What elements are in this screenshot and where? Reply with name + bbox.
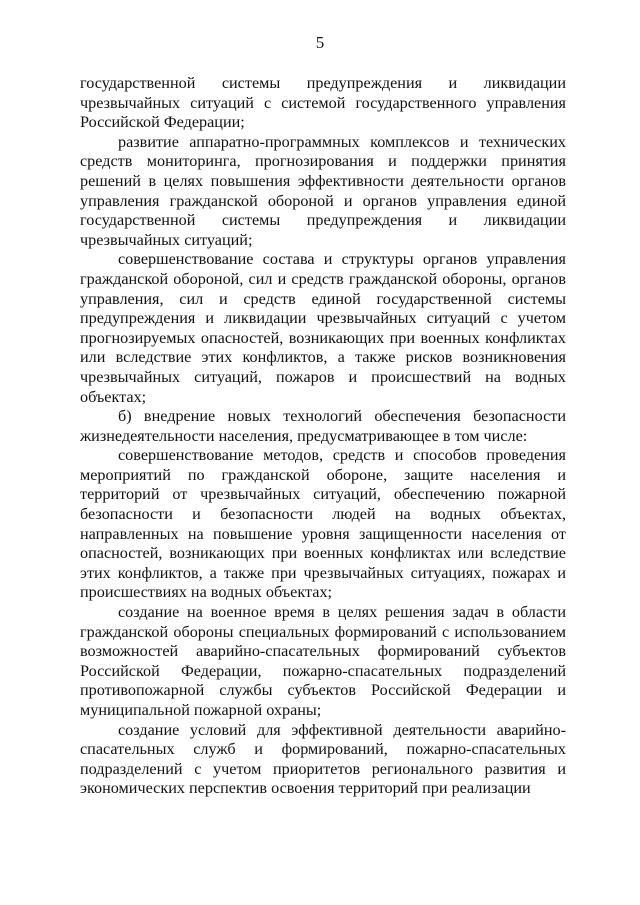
paragraph-special-formations: создание на военное время в целях решения задач в области гражданской обороны специальных формирований с использованием возможностей аварийно-спасательных формирований субъектов Российской Федерации, пожарно-спасательных подразделений противопожарной службы субъектов Российской Федерации и муниципальной пожарной охраны; (80, 603, 566, 719)
page-number: 5 (315, 33, 325, 52)
paragraph-methods-improvement: совершенствование методов, средств и способов проведения мероприятий по гражданской обороне, защите населения и территорий от чрезвычайных ситуаций, обеспечению пожарной безопасности и безопасности людей на водных объектах, направленных на повышение уровня защищенности населения от опасностей, возникающих при военных конфликтах или вследствие этих конфликтов, а также при чрезвычайных ситуациях, пожарах и происшествиях на водных объектах; (80, 446, 566, 602)
paragraph-continuation: государственной системы предупреждения и ликвидации чрезвычайных ситуаций с системой государственного управления Российской Федерации; (80, 74, 566, 132)
body-text (80, 74, 566, 799)
paragraph-rescue-conditions: создание условий для эффективной деятельности аварийно-спасательных служб и формирований, пожарно-спасательных подразделений с учетом приоритетов регионального развития и экономических перспектив освоения территорий при реализации (80, 720, 566, 798)
paragraph-item-b: б) внедрение новых технологий обеспечения безопасности жизнедеятельности населения, предусматривающее в том числе: (80, 407, 566, 445)
paragraph-structure-improvement: совершенствование состава и структуры органов управления гражданской обороной, сил и средств гражданской обороны, органов управления, сил и средств единой государственной системы предупреждения и ликвидации чрезвычайных ситуаций с учетом прогнозируемых опасностей, возникающих при военных конфликтах или вследствие этих конфликтов, а также рисков возникновения чрезвычайных ситуаций, пожаров и происшествий на водных объектах; (80, 250, 566, 406)
paragraph-monitoring-development: развитие аппаратно-программных комплексов и технических средств мониторинга, прогнозирования и поддержки принятия решений в целях повышения эффективности деятельности органов управления гражданской обороной и органов управления единой государственной системы предупреждения и ликвидации чрезвычайных ситуаций; (80, 132, 566, 249)
